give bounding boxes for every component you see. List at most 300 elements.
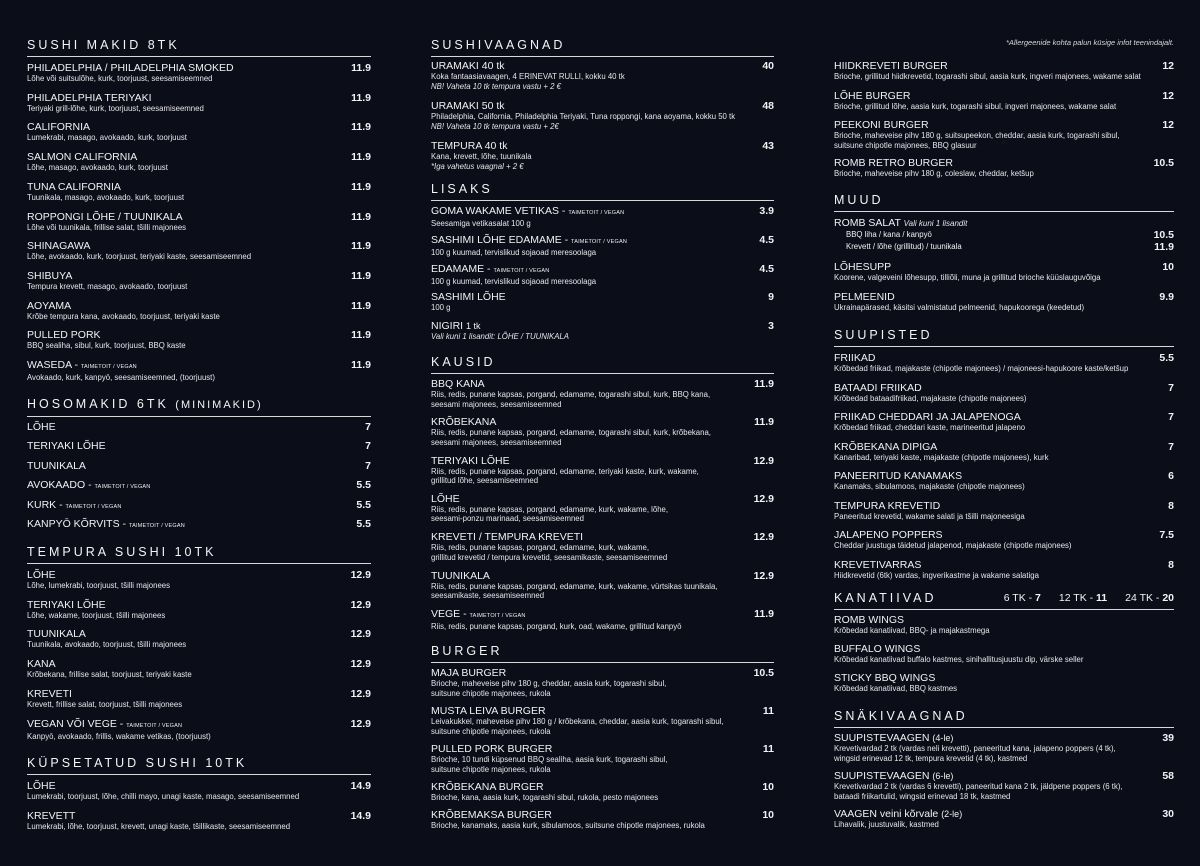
item-name: EDAMAME - TAIMETOIT / VEGAN xyxy=(431,262,550,275)
item-name-text: KRÕBEMAKSA BURGER xyxy=(431,809,552,821)
item-name-text: MAJA BURGER xyxy=(431,667,507,679)
wing-price xyxy=(1004,591,1041,605)
item-price: 5.5 xyxy=(1159,352,1174,364)
item-description: Krevett, frillise salat, toorjuust, tšilli majonees xyxy=(27,699,183,709)
menu-item xyxy=(834,529,1174,551)
item-name xyxy=(834,352,875,364)
section-title xyxy=(431,182,774,201)
menu-item xyxy=(834,808,1174,830)
item-row xyxy=(431,263,774,277)
item-name-text: VEGE xyxy=(431,607,461,620)
item-name-text: TUNA CALIFORNIA xyxy=(27,180,121,193)
item-row xyxy=(27,62,371,74)
item-name xyxy=(834,770,953,782)
item-description: Krõbedad kanatiivad buffalo kastmes, sinihallitusjuustu dip, värske seller xyxy=(834,655,1084,664)
item-price: 12 xyxy=(1162,60,1174,72)
item-price: 11.9 xyxy=(351,151,371,164)
menu-section xyxy=(431,644,774,830)
item-name xyxy=(27,62,234,74)
item-price: 12.9 xyxy=(350,598,371,611)
menu-item xyxy=(27,421,371,433)
item-price: 12.9 xyxy=(350,687,371,700)
menu-item xyxy=(431,263,774,287)
item-name-text: FRIIKAD CHEDDARI JA JALAPENOGA xyxy=(834,411,1021,423)
item-name-text: PULLED PORK BURGER xyxy=(431,743,553,755)
menu-item xyxy=(431,320,774,342)
item-name-text: KREVETIVARRAS xyxy=(834,558,922,571)
section-title xyxy=(834,591,1174,610)
item-description: Tuunikala, masago, avokaado, kurk, toorjuust xyxy=(27,192,185,202)
vegan-tag: TAIMETOIT / VEGAN xyxy=(568,210,625,216)
item-name xyxy=(834,60,948,72)
item-description: Krõbedad friikad, majakaste (chipotle majonees) / majoneesi-hapukoore kaste/ketšup xyxy=(834,364,1129,373)
item-row xyxy=(27,151,371,163)
item-description: Koka fantaasiavaagen, 4 ERINEVAT RULLI, kokku 40 tk xyxy=(431,72,625,81)
item-price: 11.9 xyxy=(351,91,371,104)
item-description: Kanaribad, teriyaki kaste, majakaste (chipotle majonees), kurk xyxy=(834,452,1049,462)
item-name xyxy=(431,531,583,543)
item-price: 6 xyxy=(1168,470,1174,482)
item-description: Lumekrabi, toorjuust, lõhe, chilli mayo, unagi kaste, masago, seesamiseemned xyxy=(27,792,300,801)
item-name-text: WASEDA xyxy=(27,359,72,371)
item-description: Brioche, grillitud hiidkrevetid, togarashi sibul, aasia kurk, ingveri majonees, wakame salat xyxy=(834,72,1141,81)
item-row xyxy=(27,121,371,133)
vegan-tag: TAIMETOIT / VEGAN xyxy=(128,523,185,529)
item-name-text: TEMPURA 40 tk xyxy=(431,140,508,152)
item-description: Brioche, grillitud lõhe, aasia kurk, togarashi sibul, ingveri majonees, wakame salat xyxy=(834,101,1117,111)
item-name-text: VEGAN VÕI VEGE xyxy=(27,717,117,730)
item-name xyxy=(27,211,183,223)
section-title xyxy=(27,545,371,564)
item-description: Philadelphia, California, Philadelphia Teriyaki, Tuna roppongi, kana aoyama, kokku 50 tk xyxy=(431,112,736,121)
section-title-text: LISAKS xyxy=(431,182,493,196)
item-description: 100 g kuumad, tervislikud sojaoad meresoolaga xyxy=(431,276,597,286)
item-name: SASHIMI LÕHE EDAMAME - TAIMETOIT / VEGAN xyxy=(431,234,628,246)
item-note: NB! Vaheta 10 tk tempura vastu + 2 € xyxy=(431,81,561,91)
item-name: KURK - TAIMETOIT / VEGAN xyxy=(27,498,122,511)
item-name-small: 1 tk xyxy=(466,320,481,331)
item-name xyxy=(27,181,121,193)
item-name xyxy=(834,614,904,626)
item-name xyxy=(834,90,910,102)
section-title xyxy=(834,328,1174,347)
item-description: Leivakukkel, maheveise pihv 180 g / krõbekana, cheddar, aasia kurk, togarashi sibul, xyxy=(431,717,724,726)
item-name xyxy=(834,291,895,303)
item-name-small: (4-le) xyxy=(932,733,954,743)
item-description: seesami majonees, seesamiseemned xyxy=(431,437,562,447)
menu-item xyxy=(27,628,371,650)
menu-item xyxy=(27,270,371,292)
item-name xyxy=(431,667,506,679)
item-name xyxy=(431,455,510,467)
item-description: Brioche, maheveise pihv 180 g, coleslaw, cheddar, ketšup xyxy=(834,169,1034,178)
item-price: 48 xyxy=(762,100,774,112)
item-description: Brioche, maheveise pihv 180 g, suitsupeekon, cheddar, aasia kurk, togarashi sibul, xyxy=(834,131,1120,140)
item-description: wingsid erinevad 12 tk, tempura krevetid (4 tk), kastmed xyxy=(834,753,1028,763)
item-price: 39 xyxy=(1162,732,1174,744)
item-description: Kana, krevett, lõhe, tuunikala xyxy=(431,152,532,161)
item-name xyxy=(431,378,485,390)
item-name xyxy=(27,300,71,312)
item-description: Koorene, valgeveini lõhesupp, tilliõli, muna ja grillitud brioche küüslauguvõiga xyxy=(834,273,1101,282)
item-description: Ukrainapärased, käsitsi valmistatud pelmeenid, hapukoorega (keedetud) xyxy=(834,302,1085,312)
item-row xyxy=(834,90,1174,102)
item-row xyxy=(431,205,774,219)
item-row xyxy=(834,119,1174,131)
item-row xyxy=(834,291,1174,303)
item-name-text: PULLED PORK xyxy=(27,329,101,342)
menu-item xyxy=(834,411,1174,433)
item-row xyxy=(834,732,1174,744)
item-price: 11.9 xyxy=(351,269,371,282)
item-price: 11.9 xyxy=(351,329,371,342)
item-name-text: PANEERITUD KANAMAKS xyxy=(834,470,963,482)
item-price: 12.9 xyxy=(350,628,371,641)
item-description: Teriyaki grill-lõhe, kurk, toorjuust, seesamiseemned xyxy=(27,103,204,113)
item-name-text: KURK xyxy=(27,498,57,511)
item-description: Brioche, maheveise pihv 180 g, cheddar, aasia kurk, togarashi sibul, xyxy=(431,679,667,688)
item-name-small: (6-le) xyxy=(932,771,954,781)
menu-item xyxy=(27,359,371,383)
item-name-text: AVOKAADO xyxy=(27,479,86,492)
item-name-text: SUUPISTEVAAGEN xyxy=(834,732,930,744)
menu-section xyxy=(834,591,1174,693)
wing-price-label: 6 TK - xyxy=(1003,592,1036,604)
item-name-text: CALIFORNIA xyxy=(27,121,91,134)
item-name: AVOKAADO - TAIMETOIT / VEGAN xyxy=(27,479,151,492)
item-name xyxy=(27,688,72,700)
item-row xyxy=(834,441,1174,453)
item-price: 12.9 xyxy=(753,531,774,544)
item-price: 5.5 xyxy=(356,479,371,492)
item-row xyxy=(431,140,774,152)
menu-item xyxy=(431,493,774,524)
item-description: Lõhe, masago, avokaado, kurk, toorjuust xyxy=(27,163,168,173)
section-title-text: KAUSID xyxy=(431,355,496,369)
menu-item xyxy=(431,608,774,632)
item-description: seesamikaste, seesamiseemned xyxy=(431,591,545,600)
menu-item xyxy=(834,672,1174,694)
item-row xyxy=(834,411,1174,423)
salad-option xyxy=(834,241,1174,253)
item-name xyxy=(431,60,505,72)
item-price: 7 xyxy=(1168,381,1174,394)
item-price: 11.9 xyxy=(351,359,371,371)
menu-item xyxy=(431,531,774,562)
item-description: grillitud krevetid / tempura krevetid, seesamikaste, seesamiseemned xyxy=(431,552,668,562)
section-title-text: TEMPURA SUSHI 10TK xyxy=(27,545,217,559)
menu-item xyxy=(27,718,371,742)
item-note: Vali kuni 1 lisandit: LÕHE / TUUNIKALA xyxy=(431,331,569,341)
menu-item xyxy=(27,780,371,802)
item-name xyxy=(27,151,137,163)
salad-option xyxy=(834,229,1174,241)
menu-item xyxy=(27,599,371,621)
item-name-text: HIIDKREVETI BURGER xyxy=(834,60,948,72)
menu-item xyxy=(27,460,371,472)
item-name-text: PELMEENID xyxy=(834,290,895,303)
menu-section xyxy=(834,709,1174,829)
item-description: bataadi friikartulid, wingsid erinevad 18 tk, kastmed xyxy=(834,791,1011,801)
item-name-text: NIGIRI xyxy=(431,319,464,332)
item-name xyxy=(27,92,152,104)
item-name xyxy=(834,217,967,229)
item-description: Kanpyō, avokaado, frillis, wakame vetikas, (toorjuust) xyxy=(27,731,211,741)
item-description: Lumekrabi, masago, avokaado, kurk, toorjuust xyxy=(27,133,187,143)
menu-item xyxy=(27,92,371,114)
item-name xyxy=(834,470,962,482)
item-row xyxy=(834,559,1174,571)
item-description: Tuunikala, avokaado, toorjuust, tšilli majonees xyxy=(27,640,187,650)
item-row xyxy=(834,157,1174,169)
item-name xyxy=(27,599,106,611)
item-row xyxy=(27,421,371,433)
item-name-text: VAAGEN veini kõrvale xyxy=(834,808,939,820)
item-row xyxy=(431,378,774,390)
menu-section xyxy=(431,182,774,341)
item-name-text: LÕHE BURGER xyxy=(834,89,911,102)
item-row xyxy=(834,217,1174,229)
menu-item xyxy=(431,416,774,447)
menu-item xyxy=(834,90,1174,112)
item-name-text: MUSTA LEIVA BURGER xyxy=(431,705,546,717)
item-row xyxy=(27,211,371,223)
item-name xyxy=(431,809,552,821)
item-name-text: STICKY BBQ WINGS xyxy=(834,672,936,684)
item-description: Riis, redis, punane kapsas, porgand, kurk, oad, wakame, grillitud kanpyō xyxy=(431,621,682,631)
item-row xyxy=(834,500,1174,512)
wing-price-value: 11 xyxy=(1096,592,1108,604)
item-row xyxy=(27,569,371,581)
item-description: Lumekrabi, lõhe, toorjuust, krevett, unagi kaste, tšillikaste, seesamiseemned xyxy=(27,821,291,831)
item-name xyxy=(27,240,90,252)
section-title-text: KÜPSETATUD SUSHI 10TK xyxy=(27,756,248,770)
item-row xyxy=(431,291,774,303)
menu-item xyxy=(834,261,1174,283)
item-name-text: AOYAMA xyxy=(27,299,72,312)
item-price: 7 xyxy=(365,459,371,472)
item-row xyxy=(431,455,774,467)
item-price: 14.9 xyxy=(350,809,371,822)
menu-item xyxy=(431,140,774,171)
item-row xyxy=(834,770,1174,782)
item-name-text: ROMB WINGS xyxy=(834,614,904,626)
item-name xyxy=(27,329,101,341)
item-price: 11.9 xyxy=(351,180,371,193)
item-price: 11.9 xyxy=(754,416,774,429)
wing-price xyxy=(1059,591,1107,605)
item-name xyxy=(431,493,460,505)
item-name-text: BATAADI FRIIKAD xyxy=(834,381,922,394)
item-price: 7 xyxy=(365,421,371,433)
section-title xyxy=(431,38,774,57)
vegan-tag: TAIMETOIT / VEGAN xyxy=(571,239,628,245)
item-description: Riis, redis, punane kapsas, porgand, edamame, togarashi sibul, kurk, BBQ kana, xyxy=(431,390,711,399)
item-name xyxy=(27,780,56,792)
item-row xyxy=(27,599,371,611)
item-name-text: URAMAKI 40 tk xyxy=(431,60,505,72)
item-price: 30 xyxy=(1162,808,1174,820)
item-name-text: PHILADELPHIA / PHILADELPHIA SMOKED xyxy=(27,62,234,74)
menu-section xyxy=(431,355,774,631)
item-name-text: PHILADELPHIA TERIYAKI xyxy=(27,91,152,104)
item-price: 3 xyxy=(768,319,774,332)
menu-item xyxy=(834,732,1174,763)
item-row xyxy=(834,352,1174,364)
item-name-text: LÕHE xyxy=(27,780,56,792)
item-description: suitsune chipotle majonees, BBQ glasuur xyxy=(834,140,977,150)
menu-section xyxy=(834,328,1174,580)
menu-item xyxy=(834,352,1174,374)
item-name xyxy=(431,140,507,152)
item-name xyxy=(834,157,953,169)
item-row xyxy=(27,359,371,373)
menu-item xyxy=(27,151,371,173)
item-name: WASEDA - TAIMETOIT / VEGAN xyxy=(27,359,137,371)
item-price: 11.9 xyxy=(754,378,774,390)
item-row xyxy=(834,808,1174,820)
item-row xyxy=(27,300,371,312)
item-description: Seesamiga vetikasalat 100 g xyxy=(431,219,531,228)
item-price: 11.9 xyxy=(754,607,774,620)
item-price: 4.5 xyxy=(759,262,774,275)
item-row xyxy=(834,60,1174,72)
item-name-text: BUFFALO WINGS xyxy=(834,643,921,655)
item-row xyxy=(431,705,774,717)
item-name-text: KRÕBEKANA DIPIGA xyxy=(834,440,938,453)
item-name xyxy=(834,261,891,273)
menu-item xyxy=(431,667,774,698)
item-price: 12.9 xyxy=(753,492,774,505)
item-note: *Iga vahetus vaagnal + 2 € xyxy=(431,161,524,171)
item-name xyxy=(834,500,940,512)
item-description: Riis, redis, punane kapsas, porgand, edamame, togarashi sibul, kurk, krõbekana, xyxy=(431,428,711,438)
item-name xyxy=(834,672,935,684)
menu-section xyxy=(27,38,371,382)
item-description: Brioche, kana, aasia kurk, togarashi sibul, rukola, pesto majonees xyxy=(431,793,659,802)
item-price: 14.9 xyxy=(350,780,371,792)
item-description: Hiidkrevetid (6tk) vardas, ingverikastme ja wakame salatiga xyxy=(834,570,1039,580)
item-price: 11.9 xyxy=(351,210,371,223)
item-description: Lõhe või suitsulõhe, kurk, toorjuust, seesamiseemned xyxy=(27,74,213,83)
menu-item xyxy=(834,500,1174,522)
item-name xyxy=(27,440,106,452)
menu-item xyxy=(431,455,774,486)
item-name xyxy=(27,658,56,670)
menu-item xyxy=(431,705,774,736)
menu-item xyxy=(834,770,1174,801)
item-name xyxy=(431,100,505,112)
menu-section xyxy=(27,397,371,530)
item-name xyxy=(431,570,490,582)
item-price: 12 xyxy=(1162,119,1174,131)
item-price: 7 xyxy=(1168,440,1174,453)
item-description: Lihavalik, juustuvalik, kastmed xyxy=(834,820,939,829)
item-row xyxy=(27,479,371,493)
item-name-text: TUUNIKALA xyxy=(27,459,86,472)
wing-price-label: 24 TK - xyxy=(1125,592,1163,604)
item-price: 12.9 xyxy=(753,569,774,582)
item-description: Riis, redis, punane kapsas, porgand, edamame, kurk, wakame, xyxy=(431,543,649,553)
item-name xyxy=(431,320,481,332)
item-name-text: LÕHE xyxy=(431,492,460,505)
item-name-text: TEMPURA KREVETID xyxy=(834,499,941,512)
menu-item xyxy=(431,743,774,774)
section-subtitle: (MINIMAKID) xyxy=(175,399,263,411)
item-name xyxy=(834,732,953,744)
item-name-text: PEEKONI BURGER xyxy=(834,119,929,131)
item-price: 12.9 xyxy=(350,569,371,581)
section-title xyxy=(27,38,371,57)
item-price: 10.5 xyxy=(1153,157,1174,169)
item-row xyxy=(431,570,774,582)
item-name-text: JALAPENO POPPERS xyxy=(834,529,943,541)
allergen-note: *Allergeenide kohta palun küsige infot teenindajalt. xyxy=(1005,38,1174,47)
menu-section xyxy=(27,756,371,831)
item-description: BBQ sealiha, sibul, kurk, toorjuust, BBQ kaste xyxy=(27,341,186,351)
menu-item xyxy=(27,181,371,203)
menu-item xyxy=(431,60,774,91)
item-name xyxy=(834,382,922,394)
item-description: Krõbedad kanatiivad, BBQ- ja majakastmega xyxy=(834,626,990,635)
item-description: Lõhe, lumekrabi, toorjuust, tšilli majonees xyxy=(27,581,171,590)
salad-option-price: 11.9 xyxy=(1154,241,1174,253)
item-row xyxy=(834,529,1174,541)
item-name-text: KREVETI / TEMPURA KREVETI xyxy=(431,531,584,544)
item-note: NB! Vaheta 10 tk tempura vastu + 2€ xyxy=(431,121,559,131)
menu-item xyxy=(834,291,1174,313)
item-price: 10 xyxy=(762,781,774,793)
item-name-text: SHIBUYA xyxy=(27,269,73,282)
item-name-text: SALMON CALIFORNIA xyxy=(27,151,138,164)
section-title-text: SUSHIVAAGNAD xyxy=(431,38,566,52)
item-description: seesami-ponzu marinaad, seesamiseemned xyxy=(431,514,584,524)
item-description: Riis, redis, punane kapsas, porgand, edamame, kurk, wakame, vürtsikas tuunikala, xyxy=(431,581,718,591)
menu-item xyxy=(27,810,371,832)
item-price: 3.9 xyxy=(759,205,774,217)
item-name: KANPYŌ KÕRVITS - TAIMETOIT / VEGAN xyxy=(27,518,185,530)
item-row xyxy=(27,270,371,282)
menu-section xyxy=(431,38,774,171)
menu-item xyxy=(431,291,774,313)
item-price: 11.9 xyxy=(351,121,371,134)
item-row xyxy=(27,499,371,513)
section-title-text: SUSHI MAKID 8TK xyxy=(27,38,180,52)
menu-item xyxy=(834,559,1174,581)
section-title xyxy=(834,709,1174,728)
item-name-text: TUUNIKALA xyxy=(27,628,86,641)
item-description: Lõhe või tuunikala, frillise salat, tšilli majonees xyxy=(27,222,187,232)
wing-prices xyxy=(1004,591,1174,605)
item-price: 9.9 xyxy=(1159,290,1174,303)
item-row xyxy=(431,781,774,793)
item-row xyxy=(27,688,371,700)
section-title xyxy=(431,644,774,663)
item-name xyxy=(431,781,544,793)
item-description: Lõhe, wakame, toorjuust, tšilli majonees xyxy=(27,610,166,620)
menu-item xyxy=(431,205,774,229)
item-row xyxy=(834,672,1174,684)
section-title xyxy=(431,355,774,374)
section-title xyxy=(834,193,1174,212)
item-row xyxy=(27,718,371,732)
item-row xyxy=(27,92,371,104)
menu-item xyxy=(834,643,1174,665)
item-description: Krõbedad kanatiivad, BBQ kastmes xyxy=(834,684,958,693)
item-name xyxy=(27,569,56,581)
item-name xyxy=(431,705,546,717)
item-row xyxy=(431,667,774,679)
